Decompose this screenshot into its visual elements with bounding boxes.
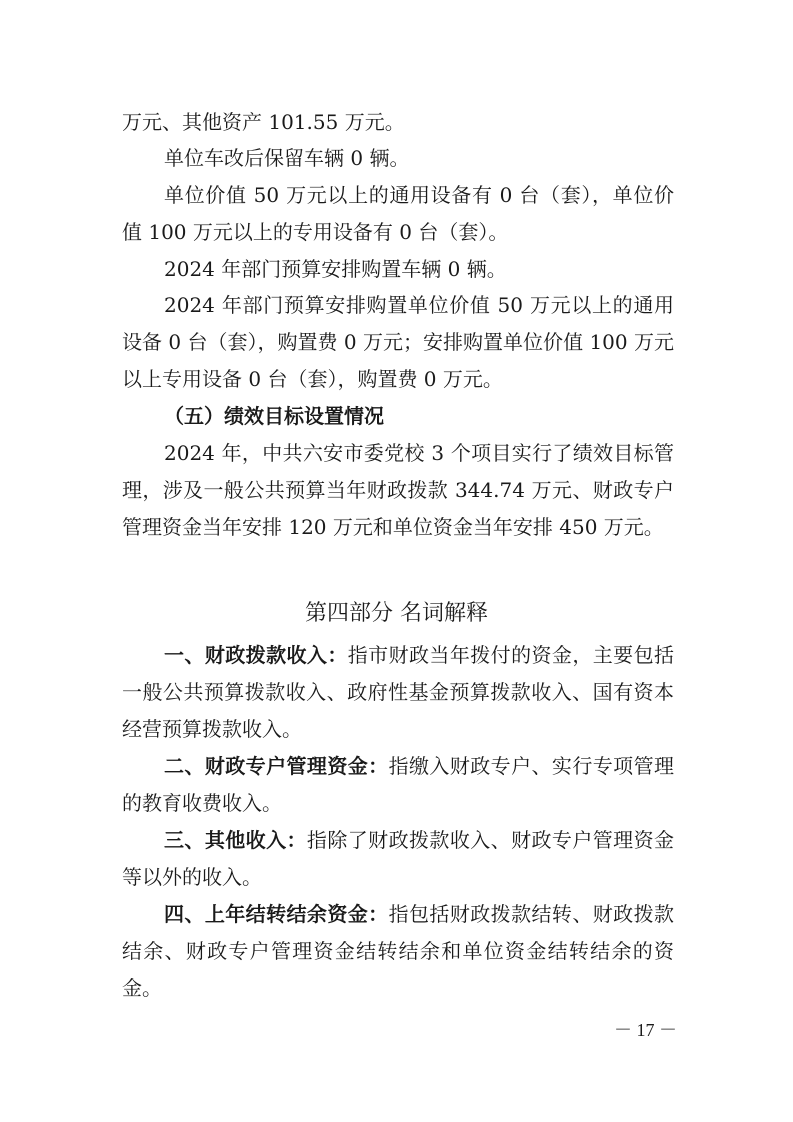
term-item <box>122 822 674 896</box>
term-label: 一、财政拨款收入： <box>164 643 348 667</box>
page-number: － 17 － <box>614 1020 677 1040</box>
paragraph-budget-vehicles: 2024 年部门预算安排购置车辆 0 辆。 <box>164 257 507 281</box>
term-label: 三、其他收入： <box>164 828 307 852</box>
term-item <box>122 637 674 748</box>
paragraph-assets-tail: 万元、其他资产 101.55 万元。 <box>122 110 405 134</box>
term-item <box>122 748 674 822</box>
term-label: 二、财政专户管理资金： <box>164 754 389 778</box>
part-title: 第四部分 名词解释 <box>305 601 488 626</box>
term-label: 四、上年结转结余资金： <box>164 902 389 926</box>
term-definition: 指除了财政拨款收入、财政专户管理资金等以外的收入。 <box>122 828 675 889</box>
term-item <box>122 896 674 1007</box>
term-definition: 指包括财政拨款结转、财政拨款结余、财政专户管理资金结转结余和单位资金结转结余的资金。 <box>122 902 675 1000</box>
paragraph-performance: 2024 年，中共六安市委党校 3 个项目实行了绩效目标管理，涉及一般公共预算当年财政拨款 344.74 万元、财政专户管理资金当年安排 120 万元和单位资金当年安排 450 万元。 <box>122 441 674 539</box>
paragraph-equipment: 单位价值 50 万元以上的通用设备有 0 台（套），单位价值 100 万元以上的专用设备有 0 台（套）。 <box>122 183 674 244</box>
paragraph-vehicles: 单位车改后保留车辆 0 辆。 <box>164 146 410 170</box>
term-definition: 指市财政当年拨付的资金，主要包括一般公共预算拨款收入、政府性基金预算拨款收入、国有资本经营预算拨款收入。 <box>122 643 674 741</box>
term-definition: 指缴入财政专户、实行专项管理的教育收费收入。 <box>122 754 675 815</box>
section-heading-performance: （五）绩效目标设置情况 <box>164 404 384 428</box>
paragraph-budget-equipment: 2024 年部门预算安排购置单位价值 50 万元以上的通用设备 0 台（套），购置费 0 万元；安排购置单位价值 100 万元以上专用设备 0 台（套），购置费 0 万元。 <box>122 293 674 391</box>
